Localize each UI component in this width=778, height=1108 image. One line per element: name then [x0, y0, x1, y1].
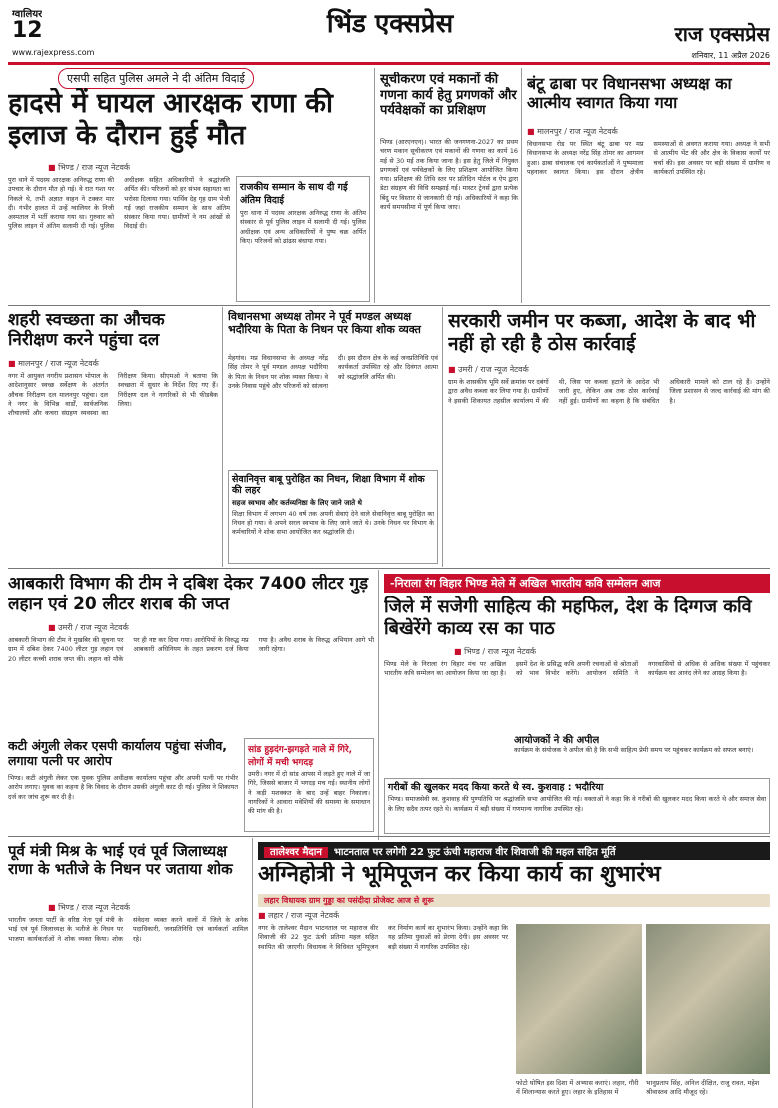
- article-rana: [8, 68, 370, 304]
- box-title[interactable]: सांड हुड़दंग-झगड़ते नाले में गिरे, लोगों में मची भगदड़: [248, 745, 353, 768]
- column-divider: [252, 838, 253, 1108]
- article-headline[interactable]: सरकारी जमीन पर कब्जा, आदेश के बाद भी नहीं हो रही है ठोस कार्रवाई: [448, 310, 756, 355]
- issue-date: शनिवार, 11 अप्रैल 2026: [691, 51, 770, 60]
- byline-text: लहार / राज न्यूज नेटवर्क: [268, 911, 340, 920]
- bullet-icon: ■: [258, 911, 266, 920]
- article-swachhata: [8, 310, 218, 566]
- byline-text: भिण्ड / राज न्यूज नेटवर्क: [58, 163, 131, 172]
- article-body: नगर के तालेश्वर मैदान भाटनताल पर महाराज वीर शिवाजी की 22 फुट ऊंची प्रतिमा महल सहित स्थापित की जाएगी। विधायक ने विधिवत भूमिपूजन कर निर्माण कार्य का शुभारंभ किया। उन्होंने कहा कि यह प्रतिमा युवाओं को प्रेरणा देगी। इस अवसर पर बड़ी संख्या में नागरिक उपस्थित रहे।: [258, 924, 508, 951]
- page-number: 12: [12, 18, 43, 43]
- bullet-icon: ■: [527, 127, 535, 136]
- section-divider: [8, 568, 770, 569]
- section-divider: [8, 305, 770, 306]
- article-headline[interactable]: हादसे में घायल आरक्षक राणा की इलाज के दौरान हुई मौत: [8, 88, 333, 152]
- article-body: आबकारी विभाग की टीम ने मुखबिर की सूचना पर ग्राम में दबिश देकर 7400 लीटर गुड़ लहान एवं 20 लीटर कच्ची शराब जप्त की। लहान को मौके पर ही नष्ट कर दिया गया। आरोपियों के विरुद्ध मप्र आबकारी अधिनियम के तहत प्रकरण दर्ज किया गया है। अवैध शराब के विरुद्ध अभियान आगे भी जारी रहेगा।: [8, 636, 374, 663]
- masthead-divider: [8, 62, 770, 65]
- column-divider: [521, 68, 522, 303]
- masthead: [0, 0, 778, 66]
- bullet-icon: ■: [48, 163, 56, 172]
- byline-text: मालनपुर / राज न्यूज नेटवर्क: [18, 359, 99, 368]
- article-headline[interactable]: जिले में सजेगी साहित्य की महफिल, देश के दिग्गज कवि बिखेरेंगे काव्य रस का पाठ: [384, 596, 752, 639]
- photo-caption: भानुप्रताप सिंह, अनिल दीक्षित, राजु रावत, महेश श्रीवास्तव आदि मौजूद रहे।: [646, 1079, 760, 1096]
- article-body: नगर में आयुक्त नगरीय प्रशासन भोपाल के आदेशानुसार स्वच्छ सर्वेक्षण के अंतर्गत औचक निरीक्षण दल मालनपुर पहुंचा। दल ने नगर के विभिन्न वार्डों, सार्वजनिक शौचालयों और कचरा संग्रहण व्यवस्था का निरीक्षण किया। सीएमओ ने बताया कि स्वच्छता में सुधार के निर्देश दिए गए हैं। निरीक्षण दल ने नागरिकों से भी फीडबैक लिया।: [8, 372, 218, 418]
- article-headline[interactable]: गरीबों की खुलकर मदद किया करते थे स्व. कुशवाह : भदौरिया: [388, 782, 604, 793]
- article-kushwah: [384, 778, 770, 834]
- section-divider: [8, 836, 770, 837]
- byline-text: भिण्ड / राज न्यूज नेटवर्क: [464, 647, 537, 656]
- article-dhaba: [527, 68, 770, 304]
- article-headline[interactable]: कटी अंगुली लेकर एसपी कार्यालय पहुंचा संजीव, लगाया पत्नी पर आरोप: [8, 738, 228, 768]
- masthead-city: ग्वालियर: [12, 9, 43, 20]
- article-subhead: सहज स्वभाव और कर्तव्यनिष्ठा के लिए जाने जाते थे: [232, 498, 363, 507]
- box-body: उमरी। नगर में दो सांड आपस में लड़ते हुए नाले में जा गिरे, जिससे बाजार में भगदड़ मच गई। स्थानीय लोगों ने कड़ी मशक्कत के बाद उन्हें बाहर निकाला। नागरिकों ने आवारा मवेशियों की समस्या के समाधान की मांग की है।: [248, 770, 370, 816]
- article-agnihotri: [258, 842, 770, 1106]
- article-body: विधानसभा रोड पर स्थित बंटू ढाबा पर मप्र विधानसभा के अध्यक्ष नरेंद्र सिंह तोमर का आगमन हुआ। ढाबा संचालक एवं कार्यकर्ताओं ने पुष्पमाला पहनाकर स्वागत किया। इस दौरान क्षेत्रीय समस्याओं से अवगत कराया गया। अध्यक्ष ने सभी से आत्मीय भेंट की और क्षेत्र के विकास कार्यों पर चर्चा की। इस अवसर पर बड़ी संख्या में ग्रामीण व कार्यकर्ता उपस्थित रहे।: [527, 140, 770, 176]
- article-headline[interactable]: आबकारी विभाग की टीम ने दबिश देकर 7400 लीटर गुड़ लहान एवं 20 लीटर शराब की जप्त: [8, 574, 369, 615]
- article-body: भिण्ड मेले के निराला रंग विहार मंच पर अखिल भारतीय कवि सम्मेलन का आयोजन किया जा रहा है। इसमें देश के प्रसिद्ध कवि अपनी रचनाओं से श्रोताओं को भाव विभोर करेंगे। आयोजन समिति ने नगरवासियों से अधिक से अधिक संख्या में पहुंचकर कार्यक्रम का आनंद लेने का आग्रह किया है।: [384, 660, 770, 678]
- article-byline: [527, 126, 618, 137]
- box-title: राजकीय सम्मान के साथ दी गई अंतिम विदाई: [240, 182, 348, 206]
- appeal-title: आयोजकों ने की अपील: [514, 735, 600, 746]
- column-divider: [222, 307, 223, 567]
- article-body: पुरा थाने में पदस्थ आरक्षक अनिरुद्ध राणा की उपचार के दौरान मौत हो गई। वे रात गश्त पर निकले थे, तभी अज्ञात वाहन ने टक्कर मार दी। गंभीर हालत में उन्हें ग्वालियर के निजी अस्पताल में भर्ती कराया गया था। गुरुवार को पुलिस लाइन में अंतिम सलामी दी गई। पुलिस अधीक्षक सहित अधिकारियों ने श्रद्धांजलि अर्पित की। परिजनों को हर संभव सहायता का भरोसा दिलाया गया। पार्थिव देह गृह ग्राम भेजी गई जहां राजकीय सम्मान के साथ अंतिम संस्कार किया गया। ग्रामीणों ने नम आंखों से विदाई दी।: [8, 176, 230, 231]
- article-byline: [454, 646, 536, 657]
- article-body: भिण्ड। समाजसेवी स्व. कुशवाह की पुण्यतिथि पर श्रद्धांजलि सभा आयोजित की गई। वक्ताओं ने कहा कि वे गरीबों की खुलकर मदद किया करते थे और समाज सेवा के लिए सदैव तत्पर रहते थे। कार्यक्रम में बड़ी संख्या में गणमान्य नागरिक उपस्थित रहे।: [388, 795, 766, 813]
- article-headline[interactable]: पूर्व मंत्री मिश्र के भाई एवं पूर्व जिलाध्यक्ष राणा के भतीजे के निधन पर जताया शोक: [8, 842, 233, 878]
- article-body: मेहगांव। मप्र विधानसभा के अध्यक्ष नरेंद्र सिंह तोमर ने पूर्व मण्डल अध्यक्ष भदौरिया के पिता के निधन पर शोक व्यक्त किया। वे उनके निवास पहुंचे और परिजनों को सांत्वना दी। इस दौरान क्षेत्र के कई जनप्रतिनिधि एवं कार्यकर्ता उपस्थित रहे और दिवंगत आत्मा को श्रद्धांजलि अर्पित की।: [228, 354, 438, 390]
- article-subhead: लहार विधायक ग्राम गुड्डा का पसंदीदा प्रोजेक्ट आज से शुरू: [258, 894, 770, 907]
- strip-text: भाटनताल पर लगेगी 22 फुट ऊंची महाराज वीर शिवाजी की महल सहित मूर्ति: [333, 847, 616, 858]
- article-headline[interactable]: बंटू ढाबा पर विधानसभा अध्यक्ष का आत्मीय स्वागत किया गया: [527, 74, 732, 113]
- byline-text: मालनपुर / राज न्यूज नेटवर्क: [537, 127, 618, 136]
- box-body: पुरा थाना में पदस्थ आरक्षक अनिरुद्ध राणा के अंतिम संस्कार से पूर्व पुलिस लाइन में सलामी दी गई। पुलिस अधीक्षक एवं अन्य अधिकारियों ने पुष्प चक्र अर्पित किए। परिजनों को ढांढस बंधाया गया।: [240, 209, 366, 245]
- article-excise: [8, 574, 374, 734]
- bullet-icon: ■: [48, 623, 56, 632]
- article-body: भिण्ड (आरएनएन)। भारत की जनगणना-2027 का प्रथम चरण मकान सूचीकरण एवं मकानों की गणना का कार्य 16 मई से 30 मई तक किया जाना है। इस हेतु जिले में नियुक्त प्रगणकों एवं पर्यवेक्षकों के लिए प्रशिक्षण आयोजित किया गया। प्रशिक्षण की तिथि स्तर पर प्रतिदिन पोर्टल व ऐप द्वारा डेटा संग्रहण की विधि समझाई गई। मास्टर ट्रेनर्स द्वारा प्रत्येक बिंदु पर विस्तार से जानकारी दी गई। अधिकारियों ने कहा कि कार्य समयसीमा में पूर्ण किया जाए।: [380, 138, 518, 211]
- article-finger: [8, 738, 374, 834]
- article-headline[interactable]: शहरी स्वच्छता का औचक निरीक्षण करने पहुंचा दल: [8, 310, 165, 351]
- article-byline: [448, 364, 529, 375]
- column-divider: [442, 307, 443, 567]
- article-body: ग्राम के शासकीय भूमि सर्वे क्रमांक पर दबंगों द्वारा अवैध कब्जा कर लिया गया है। ग्रामीणों ने इसकी शिकायत तहसील कार्यालय में की थी, जिस पर कब्जा हटाने के आदेश भी जारी हुए, लेकिन अब तक ठोस कार्रवाई नहीं हुई। ग्रामीणों का कहना है कि संबंधित अधिकारी मामले को टाल रहे हैं। उन्होंने जिला प्रशासन से जल्द कार्रवाई की मांग की है।: [448, 378, 770, 405]
- article-land: [448, 310, 770, 566]
- article-babu: [228, 470, 438, 564]
- article-body: शिक्षा विभाग में लगभग 40 वर्ष तक अपनी सेवाएं देने वाले सेवानिवृत्त बाबू पुरोहित का निधन हो गया। वे अपने सरल स्वभाव के लिए जाने जाते थे। उनके निधन पर विभाग के कर्मचारियों ने शोक सभा आयोजित कर श्रद्धांजलि दी।: [232, 509, 434, 537]
- bullet-icon: ■: [48, 903, 56, 912]
- brand-logo: राज एक्सप्रेस: [674, 22, 770, 46]
- article-byline: [48, 622, 129, 633]
- byline-text: उमरी / राज न्यूज नेटवर्क: [458, 365, 529, 374]
- article-byline: [8, 358, 99, 369]
- column-divider: [374, 68, 375, 303]
- strip-label: तालेश्वर मैदान: [264, 847, 328, 858]
- article-byline: [48, 902, 130, 913]
- bullet-icon: ■: [8, 359, 16, 368]
- byline-text: उमरी / राज न्यूज नेटवर्क: [58, 623, 129, 632]
- bull-box: [244, 738, 374, 832]
- article-sahitya: [384, 574, 770, 774]
- byline-text: भिण्ड / राज न्यूज नेटवर्क: [58, 903, 131, 912]
- article-kicker: एसपी सहित पुलिस अमले ने दी अंतिम विदाई: [58, 68, 254, 89]
- article-byline: [258, 910, 339, 921]
- appeal-body: कार्यक्रम के संयोजक ने अपील की है कि सभी साहित्य प्रेमी समय पर पहुंचकर कार्यक्रम को सफल बनाएं।: [514, 746, 754, 754]
- photo-gathering: [646, 924, 770, 1074]
- article-headline[interactable]: सूचीकरण एवं मकानों की गणना कार्य हेतु प्रगणकों और पर्यवेक्षकों का प्रशिक्षण: [380, 72, 517, 119]
- event-banner: -निराला रंग विहार भिण्ड मेले में अखिल भारतीय कवि सम्मेलन आज: [384, 574, 770, 593]
- photo-caption: फोटो घोषित इस दिशा में अभ्यास कराएं। लहार, गौरी में शिलान्यास करते हुए। लहार के इतिहास में: [516, 1079, 639, 1096]
- article-mishra: [8, 842, 248, 1106]
- article-headline[interactable]: सेवानिवृत्त बाबू पुरोहित का निधन, शिक्षा विभाग में शोक की लहर: [232, 474, 425, 497]
- website-link[interactable]: www.rajexpress.com: [12, 48, 95, 57]
- article-census: [380, 68, 518, 304]
- edition-title: भिंड एक्सप्रेस: [326, 9, 454, 39]
- article-headline[interactable]: अग्निहोत्री ने भूमिपूजन कर किया कार्य का शुभारंभ: [258, 862, 661, 887]
- bullet-icon: ■: [454, 647, 462, 656]
- photo-bhoomipoojan: [516, 924, 642, 1074]
- column-divider: [378, 570, 379, 840]
- bullet-icon: ■: [448, 365, 456, 374]
- sidebar-box: [236, 176, 370, 302]
- article-headline[interactable]: विधानसभा अध्यक्ष तोमर ने पूर्व मण्डल अध्यक्ष भदौरिया के पिता के निधन पर किया शोक व्यक्त: [228, 310, 421, 337]
- article-body: भारतीय जनता पार्टी के वरिष्ठ नेता पूर्व मंत्री के भाई एवं पूर्व जिलाध्यक्ष के भतीजे के निधन पर भाजपा कार्यकर्ताओं ने शोक व्यक्त किया। शोक संवेदना व्यक्त करने वालों में जिले के अनेक पदाधिकारी, जनप्रतिनिधि एवं कार्यकर्ता शामिल रहे।: [8, 916, 248, 943]
- article-byline: [48, 162, 130, 173]
- top-strip: [258, 842, 770, 860]
- article-body: भिण्ड। कटी अंगुली लेकर एक युवक पुलिस अधीक्षक कार्यालय पहुंचा और अपनी पत्नी पर गंभीर आरोप लगाए। युवक का कहना है कि विवाद के दौरान उसकी अंगुली काट दी गई। पुलिस ने शिकायत दर्ज कर जांच शुरू कर दी है।: [8, 774, 238, 801]
